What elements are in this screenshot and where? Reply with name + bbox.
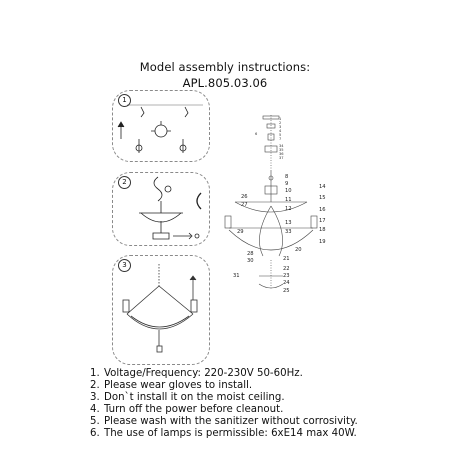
step-3-panel <box>112 255 210 365</box>
step-3-number: 3 <box>118 259 131 272</box>
part-label-37: 37 <box>279 156 284 160</box>
instruction-item <box>90 404 358 416</box>
step-1-panel <box>112 90 210 162</box>
instruction-text: The use of lamps is permissible: 6xE14 max 40W. <box>104 428 357 439</box>
instruction-text: Don`t install it on the moist ceiling. <box>104 392 285 403</box>
part-label-34: 34 <box>279 144 284 148</box>
part-label-8: 8 <box>285 174 289 180</box>
part-label-26: 26 <box>241 194 248 200</box>
part-label-12: 12 <box>285 206 292 212</box>
part-label-36: 36 <box>279 152 284 156</box>
instruction-item <box>90 368 358 380</box>
step-2-number: 2 <box>118 176 131 189</box>
part-label-17: 17 <box>319 218 326 224</box>
part-label-3: 3 <box>279 125 282 129</box>
instruction-text: Please wear gloves to install. <box>104 380 253 391</box>
part-label-25: 25 <box>283 288 290 294</box>
instruction-item <box>90 428 358 440</box>
instruction-number: 3. <box>90 392 100 403</box>
exploded-parts-diagram <box>215 110 335 300</box>
step-3-illustration <box>113 256 209 364</box>
part-label-6: 6 <box>255 132 258 136</box>
part-label-35: 35 <box>279 148 284 152</box>
model-number: APL.805.03.06 <box>182 76 268 90</box>
part-label-21: 21 <box>283 256 290 262</box>
part-label-31: 31 <box>233 273 240 279</box>
part-label-9: 9 <box>285 181 289 187</box>
part-label-27: 27 <box>241 202 248 208</box>
part-label-20: 20 <box>295 247 302 253</box>
instruction-text: Please wash with the sanitizer without corrosivity. <box>104 416 358 427</box>
part-label-13: 13 <box>285 220 292 226</box>
part-label-19: 19 <box>319 239 326 245</box>
part-label-11: 11 <box>285 197 292 203</box>
part-label-24: 24 <box>283 280 290 286</box>
part-label-29: 29 <box>237 229 244 235</box>
instructions-list <box>90 368 358 440</box>
step-1-number: 1 <box>118 94 131 107</box>
instruction-number: 4. <box>90 404 100 415</box>
part-label-22: 22 <box>283 266 290 272</box>
part-label-23: 23 <box>283 273 290 279</box>
part-label-33: 33 <box>285 229 292 235</box>
part-label-4: 4 <box>279 129 282 133</box>
instruction-item <box>90 392 358 404</box>
part-label-30: 30 <box>247 258 254 264</box>
document-title: Model assembly instructions: <box>139 60 311 74</box>
part-label-1: 1 <box>279 117 282 121</box>
part-label-16: 16 <box>319 207 326 213</box>
part-label-15: 15 <box>319 195 326 201</box>
part-label-2: 2 <box>279 121 282 125</box>
instruction-number: 1. <box>90 368 100 379</box>
instruction-number: 2. <box>90 380 100 391</box>
instruction-number: 5. <box>90 416 100 427</box>
part-label-14: 14 <box>319 184 326 190</box>
instruction-text: Voltage/Frequency: 220-230V 50-60Hz. <box>104 368 303 379</box>
instruction-number: 6. <box>90 428 100 439</box>
instruction-text: Turn off the power before cleanout. <box>104 404 284 415</box>
part-label-7: 7 <box>279 137 282 141</box>
part-label-28: 28 <box>247 251 254 257</box>
step-2-panel <box>112 172 210 246</box>
instruction-item <box>90 416 358 428</box>
part-label-5: 5 <box>279 133 282 137</box>
part-label-10: 10 <box>285 188 292 194</box>
part-label-18: 18 <box>319 227 326 233</box>
instruction-item <box>90 380 358 392</box>
